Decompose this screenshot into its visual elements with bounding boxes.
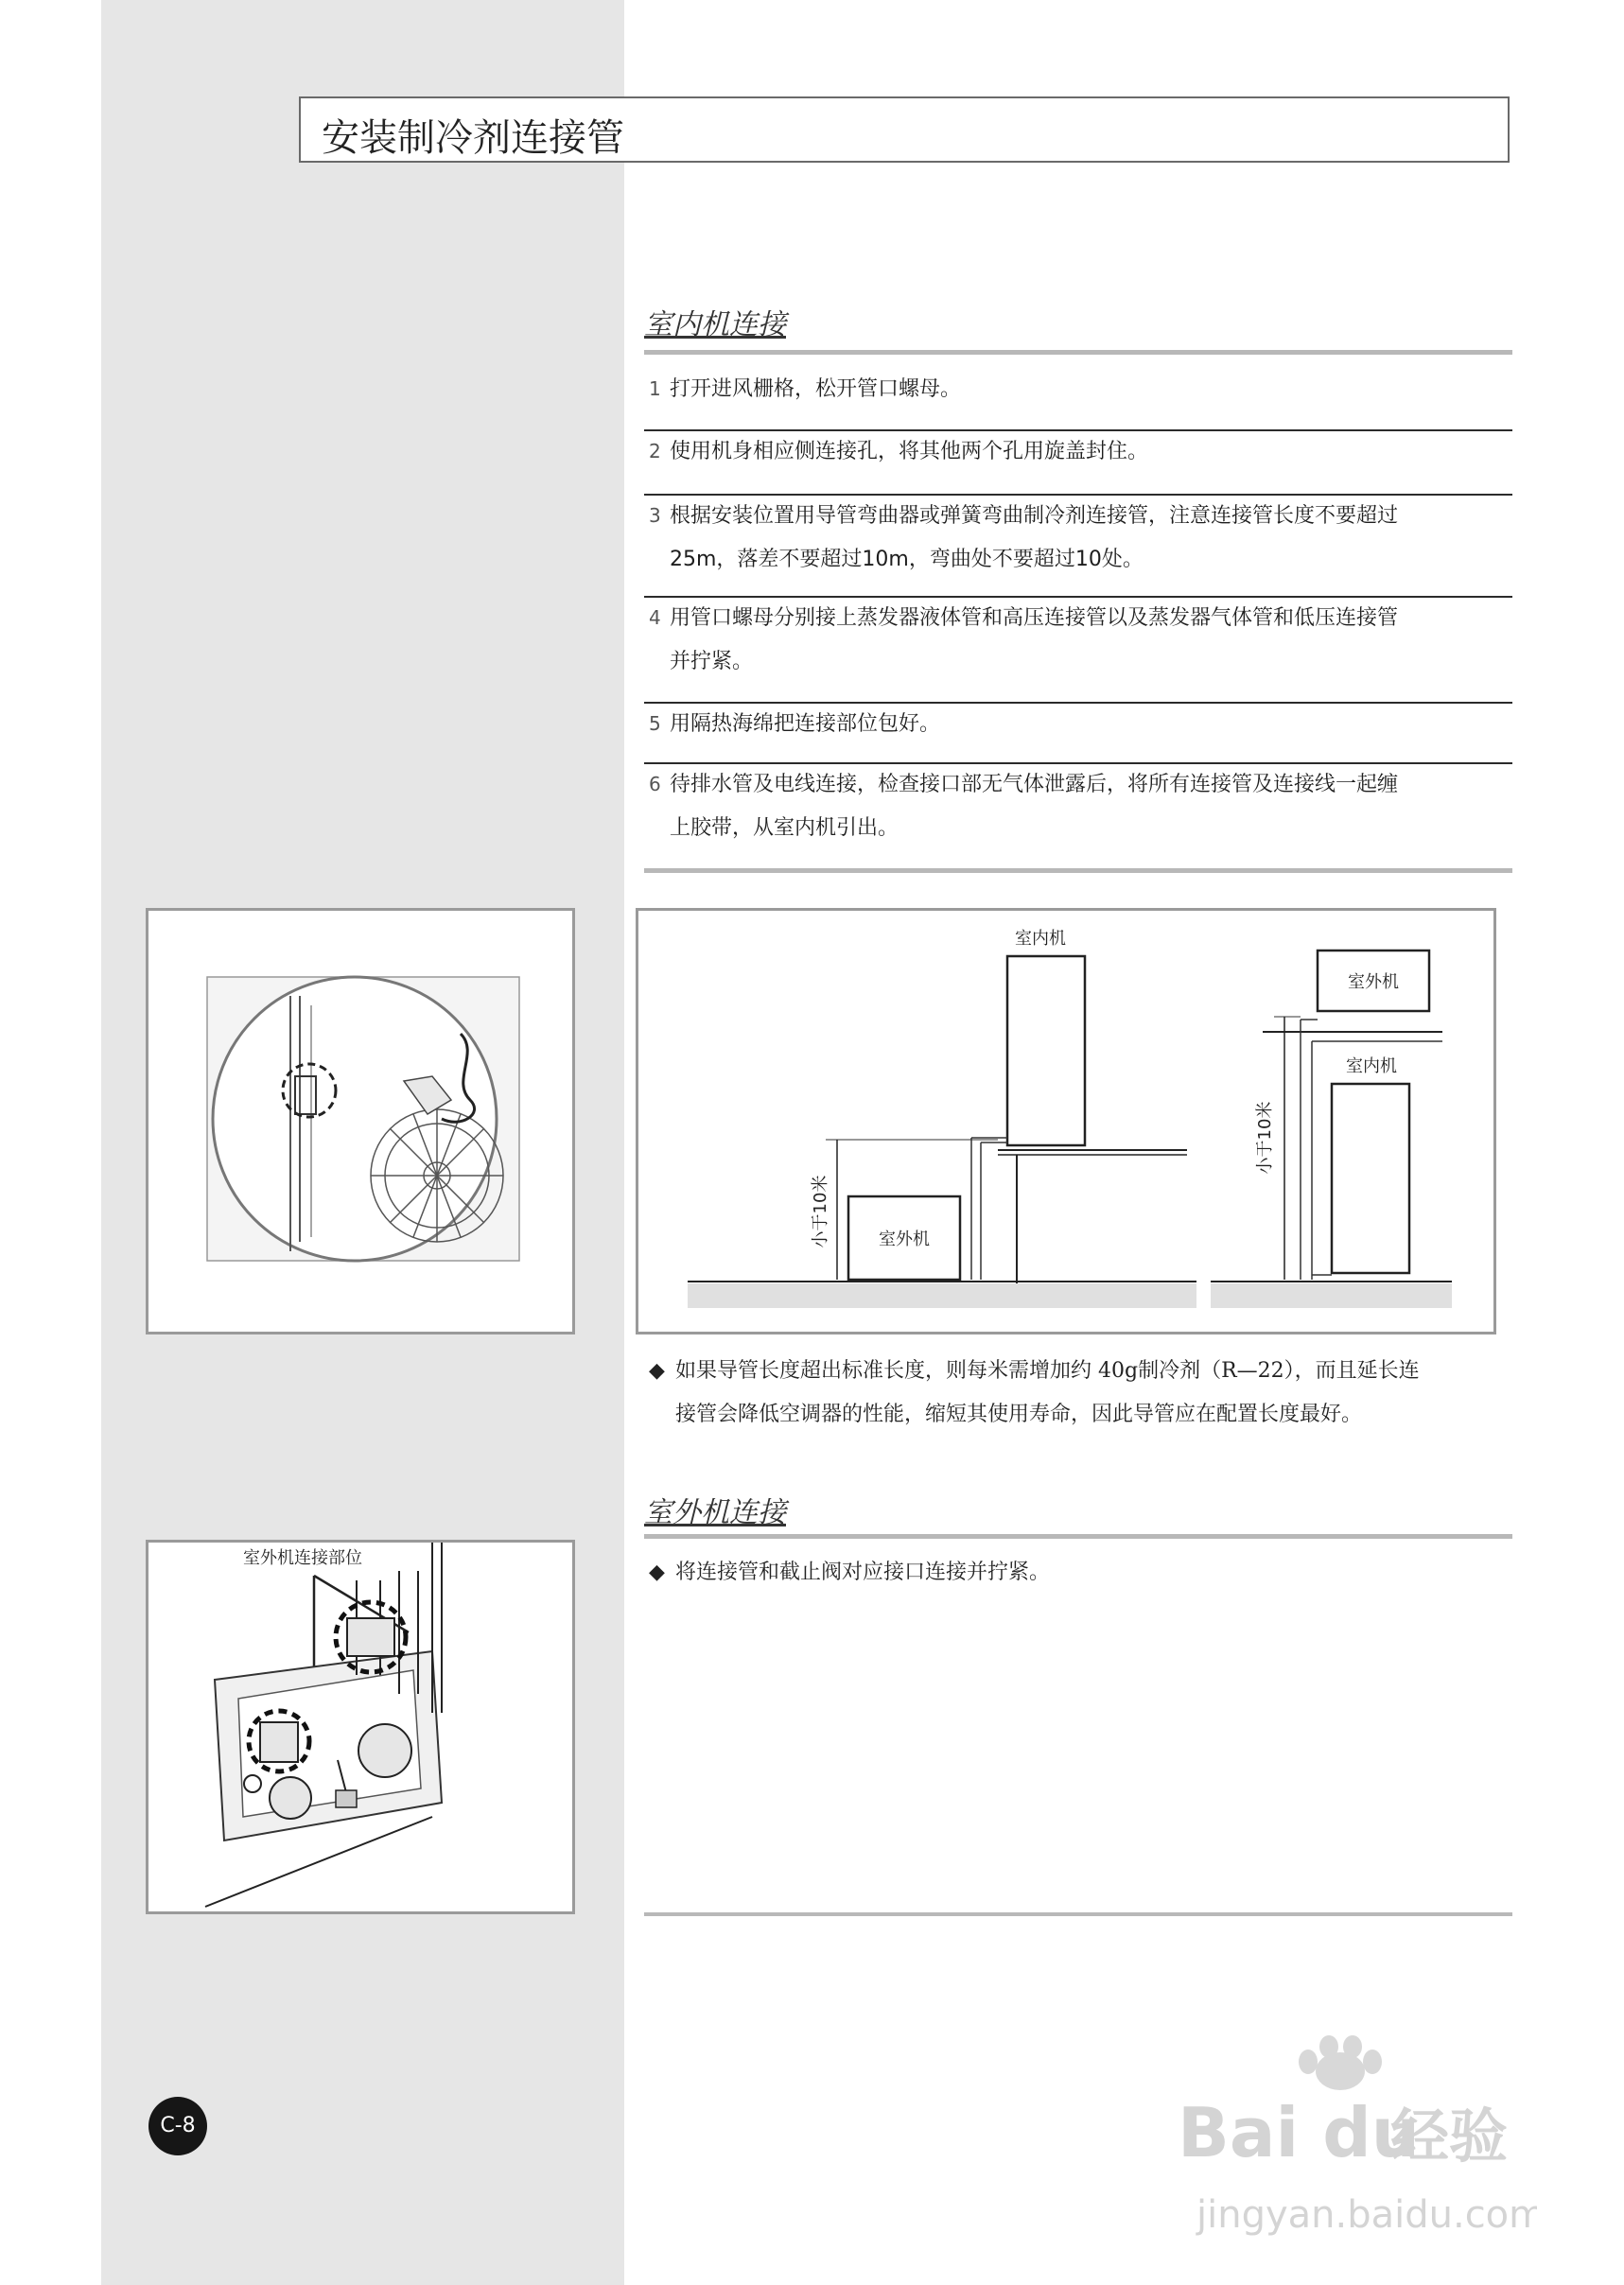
step-number: 6 xyxy=(649,773,661,795)
outdoor-connection-illustration xyxy=(148,1543,572,1911)
outdoor-heading-rule xyxy=(644,1534,1512,1539)
page-title: 安装制冷剂连接管 xyxy=(322,116,624,160)
watermark-cn: 经验 xyxy=(1390,2102,1509,2171)
left-outdoor-label: 室外机 xyxy=(879,1230,930,1249)
watermark-url: jingyan.baidu.com xyxy=(1196,2193,1537,2237)
step-text: 打开进风栅格，松开管口螺母。 xyxy=(670,377,962,401)
baidu-jingyan-logo xyxy=(1159,2033,1537,2260)
outdoor-connection-label: 室外机连接部位 xyxy=(243,1548,362,1568)
step-2 xyxy=(649,429,1505,474)
step-text: 用管口螺母分别接上蒸发器液体管和高压连接管以及蒸发器气体管和低压连接管 xyxy=(670,606,1399,630)
indoor-connection-illustration xyxy=(148,911,572,1332)
diamond-bullet-icon: ◆ xyxy=(649,1359,665,1383)
step-text: 待排水管及电线连接，检查接口部无气体泄露后，将所有连接管及连接线一起缠 xyxy=(670,773,1399,796)
step-text: 根据安装位置用导管弯曲器或弹簧弯曲制冷剂连接管，注意连接管长度不要超过 xyxy=(670,504,1399,528)
height-difference-figure xyxy=(636,908,1496,1334)
step-4 xyxy=(649,596,1505,684)
step-1 xyxy=(649,367,1505,411)
step-6 xyxy=(649,762,1505,850)
step-number: 2 xyxy=(649,440,661,462)
step-text-continued: 上胶带，从室内机引出。 xyxy=(670,816,899,840)
refrigerant-note xyxy=(649,1350,1505,1437)
left-indoor-unit xyxy=(1007,956,1085,1145)
indoor-steps-end-rule xyxy=(644,868,1512,873)
right-height-label: 小于10米 xyxy=(1255,1101,1275,1175)
right-outdoor-label: 室外机 xyxy=(1348,972,1399,992)
note-text-continued: 接管会降低空调器的性能，缩短其使用寿命，因此导管应在配置长度最好。 xyxy=(675,1403,1363,1426)
watermark-brand: Bai du xyxy=(1178,2093,1421,2172)
step-5 xyxy=(649,702,1505,746)
step-text-continued: 并拧紧。 xyxy=(670,650,754,673)
right-indoor-label: 室内机 xyxy=(1346,1056,1397,1076)
right-indoor-unit xyxy=(1332,1084,1409,1273)
left-indoor-label: 室内机 xyxy=(1015,929,1066,949)
page-number-badge: C-8 xyxy=(148,2097,207,2155)
indoor-section-heading: 室内机连接 xyxy=(644,308,786,341)
title-box xyxy=(299,96,1510,163)
step-text-continued: 25m，落差不要超过10m，弯曲处不要超过10处。 xyxy=(670,548,1144,571)
note-text: 如果导管长度超出标准长度，则每米需增加约 40g制冷剂（R—22），而且延长连 xyxy=(675,1359,1420,1383)
indoor-connection-figure xyxy=(146,908,575,1334)
diamond-bullet-icon: ◆ xyxy=(649,1561,665,1584)
left-height-label: 小于10米 xyxy=(811,1175,830,1248)
step-text: 用隔热海绵把连接部位包好。 xyxy=(670,712,941,736)
indoor-heading-rule xyxy=(644,350,1512,355)
height-difference-diagram xyxy=(638,911,1493,1332)
step-number: 5 xyxy=(649,712,661,735)
outdoor-instruction-text: 将连接管和截止阀对应接口连接并拧紧。 xyxy=(675,1561,1051,1584)
baidu-watermark xyxy=(1159,2033,1537,2260)
step-number: 3 xyxy=(649,504,661,527)
step-text: 使用机身相应侧连接孔，将其他两个孔用旋盖封住。 xyxy=(670,440,1149,463)
step-number: 4 xyxy=(649,606,661,629)
outdoor-section-end-rule xyxy=(644,1912,1512,1916)
outdoor-instruction xyxy=(649,1551,1505,1595)
step-number: 1 xyxy=(649,377,661,400)
outdoor-connection-figure xyxy=(146,1540,575,1914)
step-3 xyxy=(649,494,1505,582)
outdoor-section-heading: 室外机连接 xyxy=(644,1496,786,1529)
